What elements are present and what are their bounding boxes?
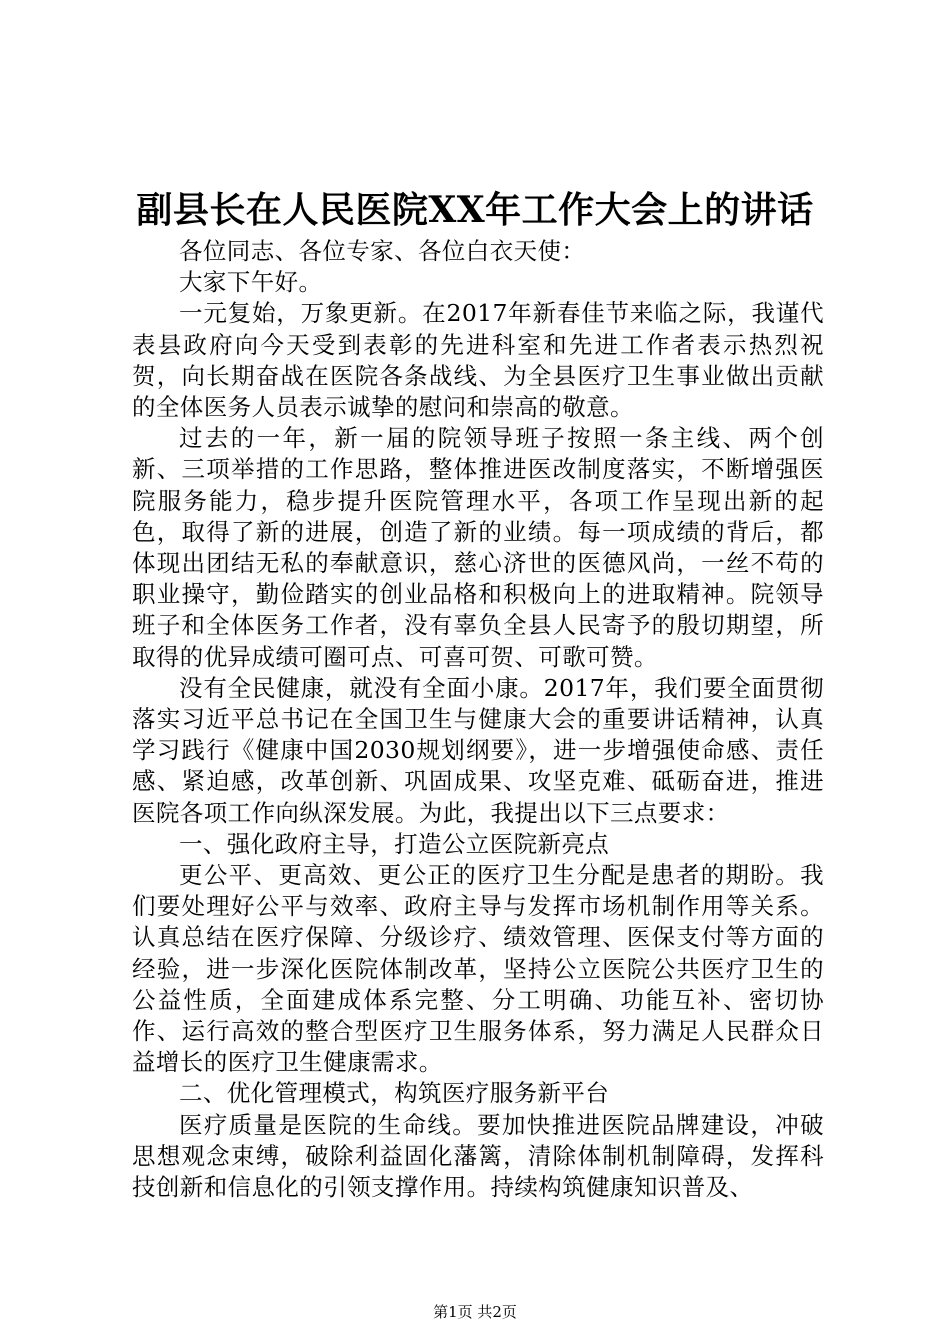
section-heading: 一、强化政府主导，打造公立医院新亮点 (179, 829, 610, 858)
document-title: 副县长在人民医院XX年工作大会上的讲话 (136, 189, 814, 231)
document-body (132, 236, 824, 1203)
body-paragraph: 过去的一年，新一届的院领导班子按照一条主线、两个创新、三项举措的工作思路，整体推进医改制度落实，不断增强医院服务能力，稳步提升医院管理水平，各项工作呈现出新的起色，取得了新的进展，创造了新的业绩。每一项成绩的背后，都体现出团结无私的奉献意识，慈心济世的医德风尚，一丝不苟的职业操守，勤俭踏实的创业品格和积极向上的进取精神。院领导班子和全体医务工作者，没有辜负全县人民寄予的殷切期望，所取得的优异成绩可圈可点、可喜可贺、可歌可赞。 (132, 424, 824, 671)
section-heading: 二、优化管理模式，构筑医疗服务新平台 (179, 1079, 610, 1108)
body-paragraph: 更公平、更高效、更公正的医疗卫生分配是患者的期盼。我们要处理好公平与效率、政府主导与发挥市场机制作用等关系。认真总结在医疗保障、分级诊疗、绩效管理、医保支付等方面的经验，进一步深化医院体制改革，坚持公立医院公共医疗卫生的公益性质，全面建成体系完整、分工明确、功能互补、密切协作、运行高效的整合型医疗卫生服务体系，努力满足人民群众日益增长的医疗卫生健康需求。 (132, 861, 824, 1077)
body-paragraph: 一元复始，万象更新。在2017年新春佳节来临之际，我谨代表县政府向今天受到表彰的先进科室和先进工作者表示热烈祝贺，向长期奋战在医院各条战线、为全县医疗卫生事业做出贡献的全体医务人员表示诚挚的慰问和崇高的敬意。 (132, 299, 824, 422)
page-number-footer: 第1页 共2页 (433, 1303, 517, 1321)
body-paragraph: 医疗质量是医院的生命线。要加快推进医院品牌建设，冲破思想观念束缚，破除利益固化藩篱，清除体制机制障碍，发挥科技创新和信息化的引领支撑作用。持续构筑健康知识普及、 (132, 1110, 824, 1202)
salutation-paragraph: 各位同志、各位专家、各位白衣天使： (179, 237, 586, 265)
greeting-paragraph: 大家下午好。 (179, 268, 323, 297)
body-paragraph: 没有全民健康，就没有全面小康。2017年，我们要全面贯彻落实习近平总书记在全国卫生与健康大会的重要讲话精神，认真学习践行《健康中国2030规划纲要》，进一步增强使命感、责任感、紧迫感，改革创新、巩固成果、攻坚克难、砥砺奋进，推进医院各项工作向纵深发展。为此，我提出以下三点要求： (132, 673, 824, 827)
